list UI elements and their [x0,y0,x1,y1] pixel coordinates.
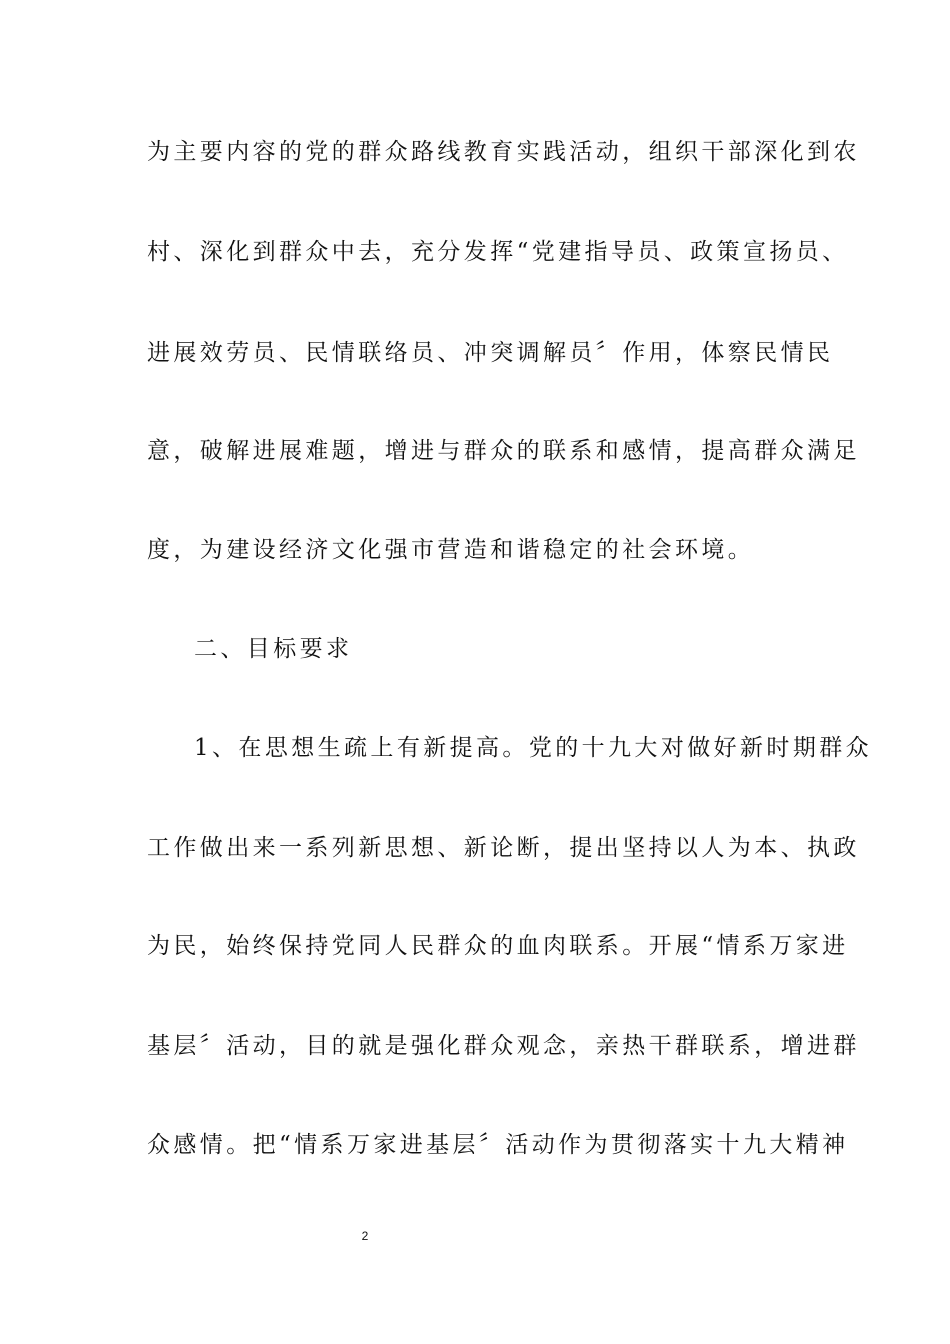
paragraph-line: 为民，始终保持党同人民群众的血肉联系。开展“情系万家进 [147,933,849,959]
page-number: 2 [361,1229,369,1243]
paragraph-line: 1、在思想生疏上有新提高。党的十九大对做好新时期群众 [194,735,873,761]
paragraph-line: 基层〞活动，目的就是强化群众观念，亲热干群联系，增进群 [147,1033,860,1059]
paragraph-line: 众感情。把“情系万家进基层〞活动作为贯彻落实十九大精神 [147,1132,849,1158]
paragraph-line: 意，破解进展难题，增进与群众的联系和感情，提高群众满足 [147,438,860,464]
paragraph-line: 度，为建设经济文化强市营造和谐稳定的社会环境。 [147,537,755,563]
paragraph-line: 工作做出来一系列新思想、新论断，提出坚持以人为本、执政 [147,835,860,861]
paragraph-line: 为主要内容的党的群众路线教育实践活动，组织干部深化到农 [147,139,860,165]
paragraph-line: 村、深化到群众中去，充分发挥“党建指导员、政策宣扬员、 [147,239,849,265]
section-heading: 二、目标要求 [194,636,353,662]
paragraph-line: 进展效劳员、民情联络员、冲突调解员〞作用，体察民情民 [147,340,834,366]
